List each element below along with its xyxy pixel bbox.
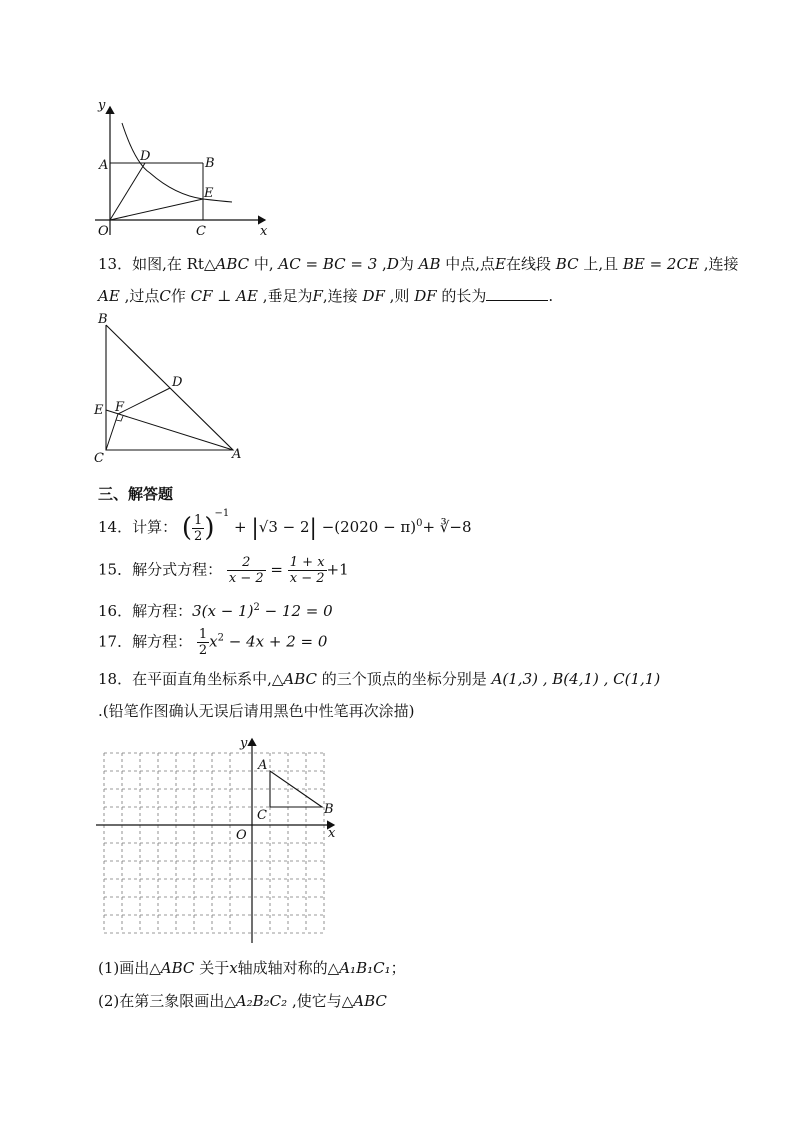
label-b: B	[324, 802, 334, 817]
label-a: A	[258, 758, 268, 773]
label-o: O	[98, 224, 109, 239]
label-a: A	[232, 447, 242, 462]
label-x: x	[328, 826, 336, 841]
label-a: A	[99, 158, 109, 173]
question-13-line-2: AE ,过点C作 CF ⊥ AE ,垂足为F,连接 DF ,则 DF 的长为 .	[98, 287, 554, 305]
label-b: B	[98, 312, 108, 327]
label-e: E	[204, 186, 214, 201]
label-c: C	[196, 224, 206, 239]
question-18-line-2: .(铅笔作图确认无误后请用黑色中性笔再次涂描)	[98, 702, 415, 720]
answer-blank[interactable]	[486, 286, 548, 301]
figure-grid-triangle	[92, 735, 342, 947]
question-18-line-1: 18．在平面直角坐标系中,△ABC 的三个顶点的坐标分别是 A(1,3) , B(4,1) , C(1,1)	[98, 670, 661, 688]
figure-hyperbola-rectangle	[90, 95, 280, 245]
label-y: y	[98, 98, 106, 113]
label-f: F	[115, 400, 125, 415]
label-c: C	[257, 808, 267, 823]
label-e: E	[94, 403, 104, 418]
question-14: 14．计算： ( $\frac{1}{2}$ )$^{-1} + |√3 - 2| -(2020 - \pi)^0+$ ∛−8	[98, 508, 472, 544]
question-17: 17．解方程： $\frac{1}{2}$ $x^2 - 4x + 2 = 0$	[98, 627, 328, 658]
label-c: C	[94, 451, 104, 465]
label-x: x	[260, 224, 268, 239]
label-d: D	[172, 375, 183, 390]
section-heading: 三、解答题	[98, 485, 174, 503]
question-13-line-1: 13．如图,在 Rt△ABC 中, AC = BC = 3 ,D为 AB 中点,点E在线段 BC 上,且 BE = 2CE ,连接	[98, 255, 739, 273]
question-18-part-1: (1)画出△ABC 关于x轴成轴对称的△A₁B₁C₁；	[98, 959, 406, 977]
question-16: 16．解方程：$3(x - 1)^2 - 12 = 0$	[98, 602, 333, 620]
label-b: B	[205, 156, 215, 171]
label-o: O	[236, 828, 247, 843]
label-d: D	[140, 149, 151, 164]
label-y: y	[240, 736, 248, 751]
question-18-part-2: (2)在第三象限画出△A₂B₂C₂ ,使它与△ABC	[98, 992, 387, 1010]
figure-right-triangle	[88, 310, 258, 465]
question-15: 15．解分式方程： $\frac{2}{x - 2}$ = $\frac{1 + x}{x - 2}$ +1	[98, 555, 349, 586]
